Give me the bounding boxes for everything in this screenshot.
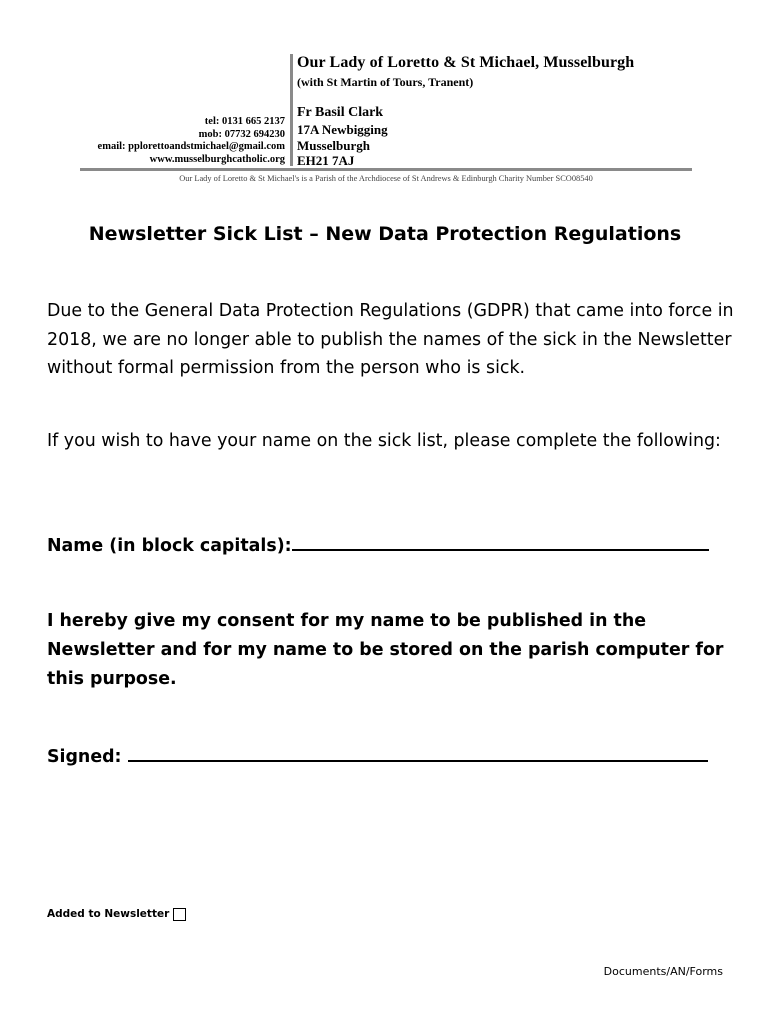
- parish-name: Our Lady of Loretto & St Michael, Musselburgh: [297, 54, 635, 71]
- signed-label: Signed:: [47, 747, 122, 767]
- letterhead-address-block: [297, 104, 388, 169]
- signature-field: [47, 742, 708, 771]
- consent-statement: I hereby give my consent for my name to be published in the Newsletter and for my name to be stored on the parish computer for this purpose.: [47, 611, 724, 689]
- signature-blank-line[interactable]: [128, 742, 708, 762]
- letterhead-contact-block: [98, 116, 285, 167]
- letterhead-vertical-rule: [290, 54, 293, 166]
- document-reference: Documents/AN/Forms: [603, 965, 723, 978]
- name-field: [47, 531, 709, 560]
- priest-name: Fr Basil Clark: [297, 105, 384, 120]
- contact-mob: mob: 07732 694230: [198, 128, 285, 140]
- name-label: Name (in block capitals):: [47, 536, 292, 556]
- name-blank-line[interactable]: [292, 531, 709, 551]
- added-to-newsletter-row: [47, 906, 186, 922]
- document-title: Newsletter Sick List – New Data Protection Regulations: [88, 223, 682, 245]
- letterhead-parish-block: [297, 52, 634, 90]
- gdpr-paragraph: Due to the General Data Protection Regulations (GDPR) that came into force in 2018, we are no longer able to publish the names of the sick in the Newsletter without formal permission from the person who is sick.: [47, 301, 734, 379]
- contact-email: email: pplorettoandstmichael@gmail.com: [97, 141, 285, 153]
- address-line: 17A Newbigging: [297, 122, 388, 137]
- letterhead-horizontal-rule: [80, 168, 692, 171]
- instruction-paragraph: If you wish to have your name on the sick list, please complete the following:: [47, 431, 721, 451]
- added-to-newsletter-checkbox[interactable]: [173, 908, 186, 921]
- address-line: Musselburgh: [297, 137, 370, 153]
- contact-tel: tel: 0131 665 2137: [204, 116, 285, 127]
- contact-website: www.musselburghcatholic.org: [149, 154, 285, 166]
- address-line: EH21 7AJ: [297, 153, 355, 168]
- added-to-newsletter-label: Added to Newsletter: [47, 908, 170, 920]
- parish-subtitle: (with St Martin of Tours, Tranent): [297, 75, 474, 89]
- charity-note: Our Lady of Loretto & St Michael's is a Parish of the Archdiocese of St Andrews & Edinburgh Charity Number SCO08540: [179, 174, 593, 183]
